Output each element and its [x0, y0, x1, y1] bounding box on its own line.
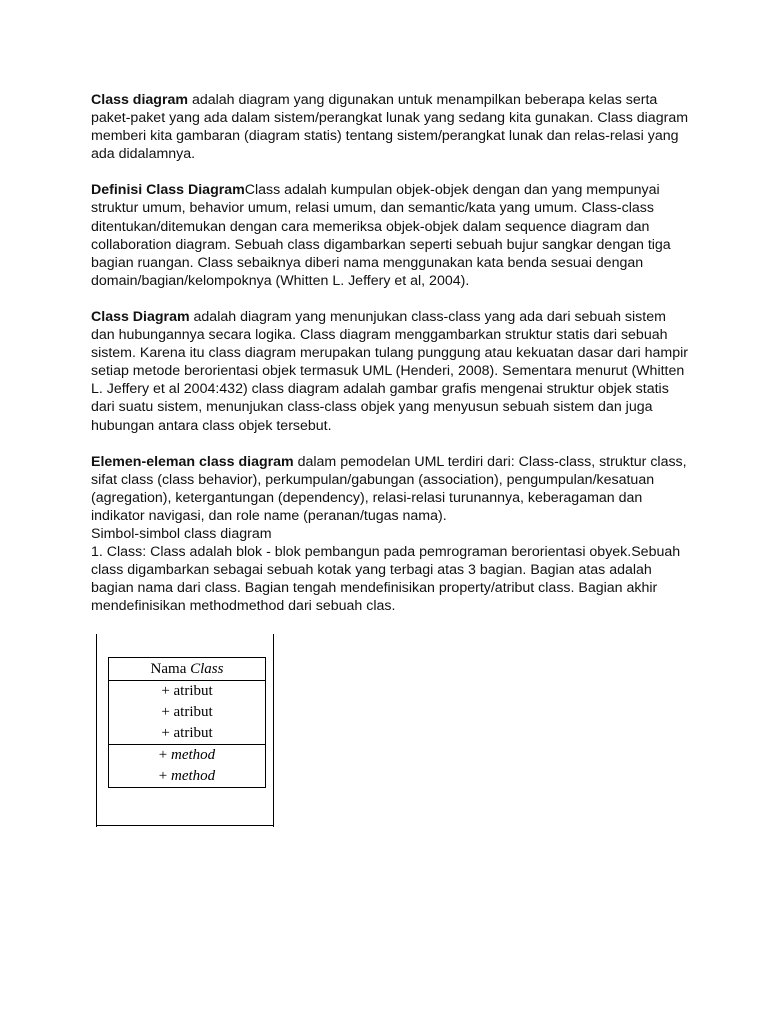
paragraph-text: adalah diagram yang digunakan untuk menampilkan beberapa kelas serta paket-paket yang ada dalam sistem/perangkat lunak yang sedang kita gunakan. Class diagram memberi kita gambaran (diagram statis) tentang sistem/perangkat lunak dan relas-relasi yang ada didalamnya. — [91, 92, 689, 163]
paragraph-heading: Class diagram — [91, 92, 188, 108]
class-name-prefix: Nama — [150, 661, 191, 677]
uml-method — [109, 745, 265, 766]
paragraph-elements — [91, 453, 691, 525]
class-name-italic: Class — [190, 661, 224, 677]
paragraph-heading: Elemen-eleman class diagram — [91, 453, 294, 470]
symbols-heading: Simbol-simbol class diagram — [91, 525, 272, 542]
method-name: method — [171, 747, 216, 763]
uml-methods-section — [109, 745, 265, 787]
method-name: method — [171, 768, 216, 784]
figure-border-right — [273, 634, 274, 827]
method-prefix: + — [158, 768, 172, 784]
paragraph-heading: Class Diagram — [91, 308, 190, 325]
uml-method — [109, 766, 265, 787]
class-diagram-figure — [96, 634, 274, 827]
paragraph-class-diagram-intro — [91, 91, 691, 163]
uml-class-box — [108, 657, 266, 788]
method-prefix: + — [158, 747, 172, 763]
uml-attribute: + atribut — [161, 725, 213, 741]
uml-attribute: + atribut — [161, 704, 213, 720]
paragraph-text: adalah diagram yang menunjukan class-class yang ada dari sebuah sistem dan hubungannya secara logika. Class diagram menggambarkan struktur statis dari sebuah sistem. Karena itu class diagram merupakan tulang punggung atau kekuatan dasar dari hampir setiap metode berorientasi objek termasuk UML (Henderi, 2008). Sementara menurut (Whitten L. Jeffery et al 2004:432) class diagram adalah gambar grafis mengenai struktur objek statis dari suatu sistem, menunjukan class-class objek yang menyusun sebuah sistem dan juga hubungan antara class objek tersebut. — [91, 308, 689, 434]
paragraph-class-diagram-explanation — [91, 308, 691, 435]
document-body — [91, 91, 691, 615]
paragraph-definition — [91, 181, 691, 290]
list-item-class: 1. Class: Class adalah blok - blok pembangun pada pemrograman berorientasi obyek.Sebuah class digambarkan sebagai sebuah kotak yang terbagi atas 3 bagian. Bagian atas adalah bagian nama dari class. Bagian tengah mendefinisikan property/atribut class. Bagian akhir mendefinisikan methodmethod dari sebuah clas. — [91, 544, 681, 615]
paragraph-text: dalam pemodelan UML terdiri dari: Class-class, struktur class, sifat class (class behavior), perkumpulan/gabungan (association), pengumpulan/kesatuan (agregation), ketergantungan (dependency), relasi-relasi turunannya, keberagaman dan indikator navigasi, dan role name (peranan/tugas nama). — [91, 453, 687, 524]
paragraph-heading: Definisi Class Diagram — [91, 182, 245, 199]
figure-border-left — [96, 634, 97, 827]
uml-attributes-section — [109, 681, 265, 745]
figure-border-bottom — [96, 825, 274, 826]
uml-class-name — [109, 658, 265, 681]
paragraph-text: Class adalah kumpulan objek-objek dengan dan yang mempunyai struktur umum, behavior umum, relasi umum, dan semantic/kata yang umum. Class-class ditentukan/ditemukan dengan cara memeriksa objek-objek dalam sequence diagram dan collaboration diagram. Sebuah class digambarkan seperti sebuah bujur sangkar dengan tiga bagian ruangan. Class sebaiknya diberi nama menggunakan kata benda sesuai dengan domain/bagian/kelompoknya (Whitten L. Jeffery et al, 2004). — [91, 182, 671, 289]
uml-attribute: + atribut — [161, 683, 213, 699]
